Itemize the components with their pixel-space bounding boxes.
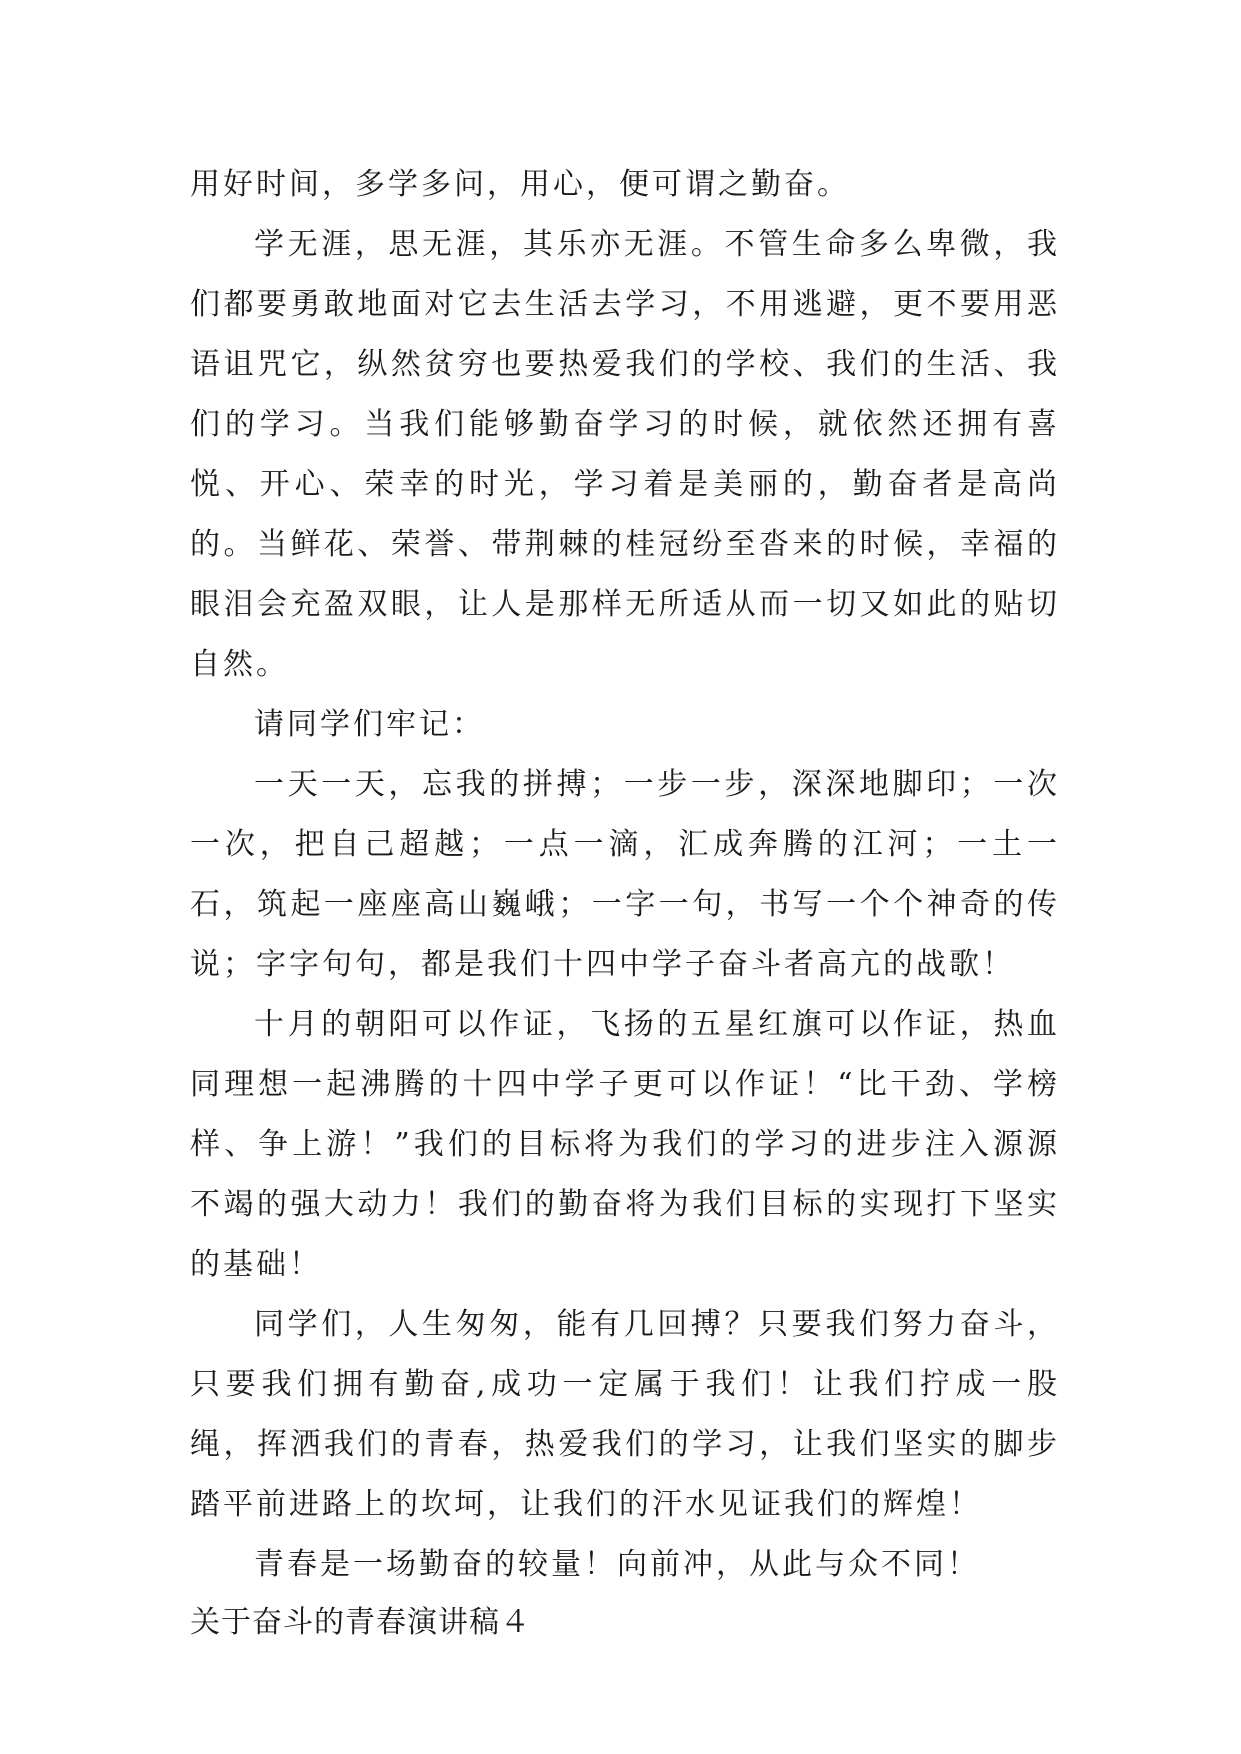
section-heading: 关于奋斗的青春演讲稿４ <box>190 1605 531 1640</box>
paragraph-4: 一天一天，忘我的拼搏；一步一步，深深地脚印；一次一次，把自己超越；一点一滴，汇成奔腾的江河；一土一石，筑起一座座高山巍峨；一字一句，书写一个个神奇的传说；字字句句，都是我们十四中学子奋斗者高亢的战歌！ <box>190 767 1060 982</box>
paragraph-3: 请同学们牢记： <box>254 707 485 742</box>
paragraph-2: 学无涯，思无涯，其乐亦无涯。不管生命多么卑微，我们都要勇敢地面对它去生活去学习，不用逃避，更不要用恶语诅咒它，纵然贫穷也要热爱我们的学校、我们的生活、我们的学习。当我们能够勤奋学习的时候，就依然还拥有喜悦、开心、荣幸的时光，学习着是美丽的，勤奋者是高尚的。当鲜花、荣誉、带荆棘的桂冠纷至沓来的时候，幸福的眼泪会充盈双眼，让人是那样无所适从而一切又如此的贴切自然。 <box>190 227 1060 682</box>
paragraph-5: 十月的朝阳可以作证，飞扬的五星红旗可以作证，热血同理想一起沸腾的十四中学子更可以作证！“比干劲、学榜样、争上游！”我们的目标将为我们的学习的进步注入源源不竭的强大动力！我们的勤奋将为我们目标的实现打下坚实的基础！ <box>190 1007 1060 1282</box>
paragraph-6: 同学们，人生匆匆，能有几回搏？只要我们努力奋斗，只要我们拥有勤奋,成功一定属于我们！让我们拧成一股绳，挥洒我们的青春，热爱我们的学习，让我们坚实的脚步踏平前进路上的坎坷，让我们的汗水见证我们的辉煌！ <box>190 1307 1060 1522</box>
document-body <box>190 155 1060 1651</box>
paragraph-1: 用好时间，多学多问，用心，便可谓之勤奋。 <box>190 167 850 202</box>
paragraph-7: 青春是一场勤奋的较量！向前冲，从此与众不同！ <box>254 1547 980 1582</box>
